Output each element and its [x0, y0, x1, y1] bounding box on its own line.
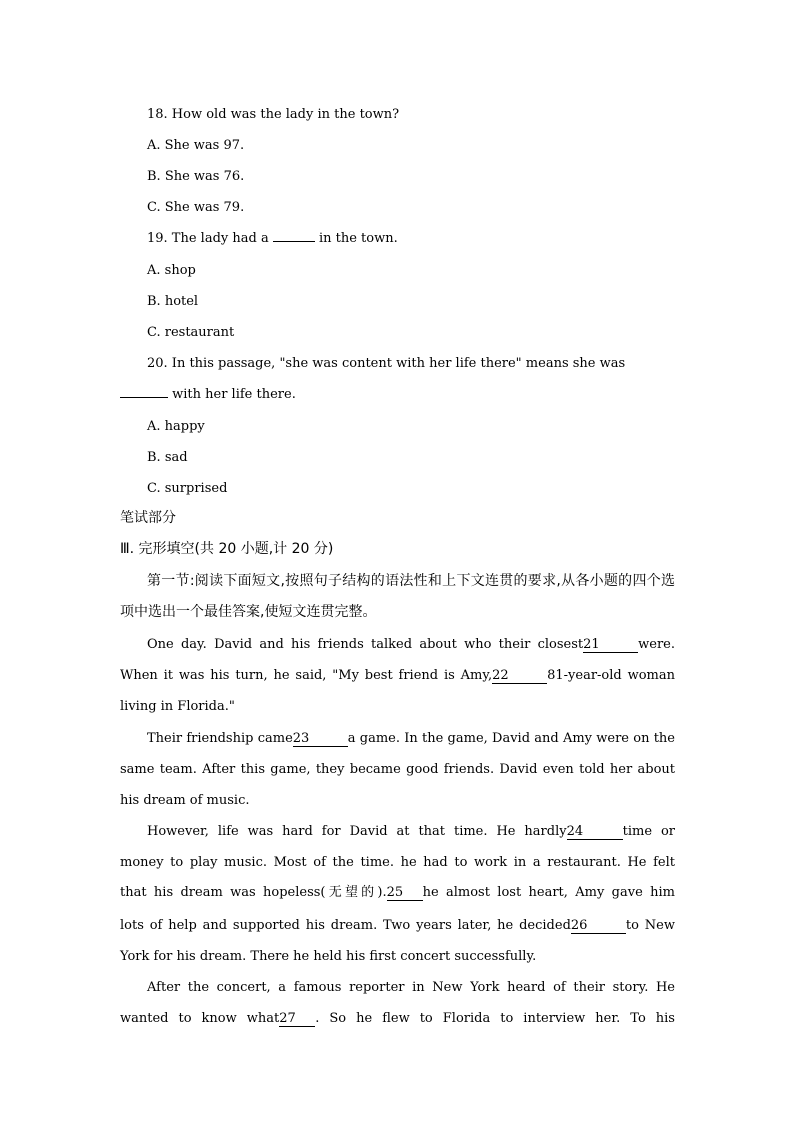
question-19-stem	[147, 230, 675, 248]
passage-text: . So he flew to Florida to interview her. To his	[315, 1011, 675, 1026]
instruction-line-1: 第一节:阅读下面短文,按照句子结构的语法性和上下文连贯的要求,从各小题的四个选	[147, 573, 675, 589]
passage-text: a game. In the game, David and Amy were on the	[347, 731, 675, 746]
instruction-line-2: 项中选出一个最佳答案,使短文连贯完整。	[120, 604, 377, 620]
passage-text: However, life was hard for David at that time. He hardly	[147, 824, 567, 839]
passage-text: that his dream was hopeless(无望的).	[120, 885, 387, 900]
passage-text: Their friendship came	[147, 731, 293, 746]
question-19-option-a: A. shop	[147, 263, 196, 278]
question-18-option-c: C. She was 79.	[147, 200, 245, 215]
passage-text: he almost lost heart, Amy gave him	[422, 885, 675, 900]
part-title: 笔试部分	[120, 510, 176, 526]
question-18-option-a: A. She was 97.	[147, 138, 245, 153]
passage-text: wanted to know what	[120, 1011, 280, 1026]
blank-24: 24	[567, 825, 623, 840]
question-20-stem-line2	[120, 386, 675, 404]
question-20-option-a: A. happy	[147, 419, 205, 434]
passage-p3-line3	[120, 884, 675, 902]
passage-text: time or	[622, 824, 676, 839]
passage-p1-line3: living in Florida."	[120, 699, 235, 714]
passage-p2-line3: his dream of music.	[120, 793, 250, 808]
question-19-stem-start: 19. The lady had a	[147, 231, 273, 246]
passage-p3-line4	[120, 917, 675, 935]
passage-p2-line2: same team. After this game, they became good friends. David even told her about	[120, 762, 675, 777]
passage-p4-line2	[120, 1010, 675, 1028]
passage-text: to New	[625, 918, 675, 933]
answer-blank	[273, 241, 315, 242]
question-20-option-b: B. sad	[147, 450, 188, 465]
passage-p2-line1	[147, 730, 675, 748]
passage-text: 81-year-old woman	[547, 668, 675, 683]
question-19-option-b: B. hotel	[147, 294, 199, 309]
section-title: Ⅲ. 完形填空(共 20 小题,计 20 分)	[120, 541, 334, 557]
passage-p1-line2	[120, 667, 675, 685]
question-20-option-c: C. surprised	[147, 481, 228, 496]
answer-blank	[120, 397, 168, 398]
question-20-stem-line1: 20. In this passage, "she was content with her life there" means she was	[147, 356, 626, 371]
blank-21: 21	[583, 638, 638, 653]
passage-text: When it was his turn, he said, "My best friend is Amy,	[120, 668, 493, 683]
passage-p3-line5: York for his dream. There he held his first concert successfully.	[120, 949, 537, 964]
passage-text: One day. David and his friends talked about who their closest	[147, 637, 584, 652]
passage-p1-line1	[147, 636, 675, 654]
question-18-option-b: B. She was 76.	[147, 169, 245, 184]
passage-p3-line1	[147, 823, 675, 841]
passage-p4-line1: After the concert, a famous reporter in New York heard of their story. He	[147, 980, 675, 995]
blank-27: 27	[279, 1012, 315, 1027]
question-19-option-c: C. restaurant	[147, 325, 235, 340]
question-19-stem-end: in the town.	[314, 231, 398, 246]
blank-25: 25	[387, 886, 423, 901]
blank-22: 22	[492, 669, 547, 684]
blank-23: 23	[293, 732, 348, 747]
blank-26: 26	[571, 919, 626, 934]
passage-text: were.	[638, 637, 675, 652]
question-18-stem: 18. How old was the lady in the town?	[147, 107, 400, 122]
question-20-stem-end: with her life there.	[168, 387, 296, 402]
passage-text: lots of help and supported his dream. Two years later, he decided	[120, 918, 571, 933]
passage-p3-line2: money to play music. Most of the time. he had to work in a restaurant. He felt	[120, 855, 675, 870]
